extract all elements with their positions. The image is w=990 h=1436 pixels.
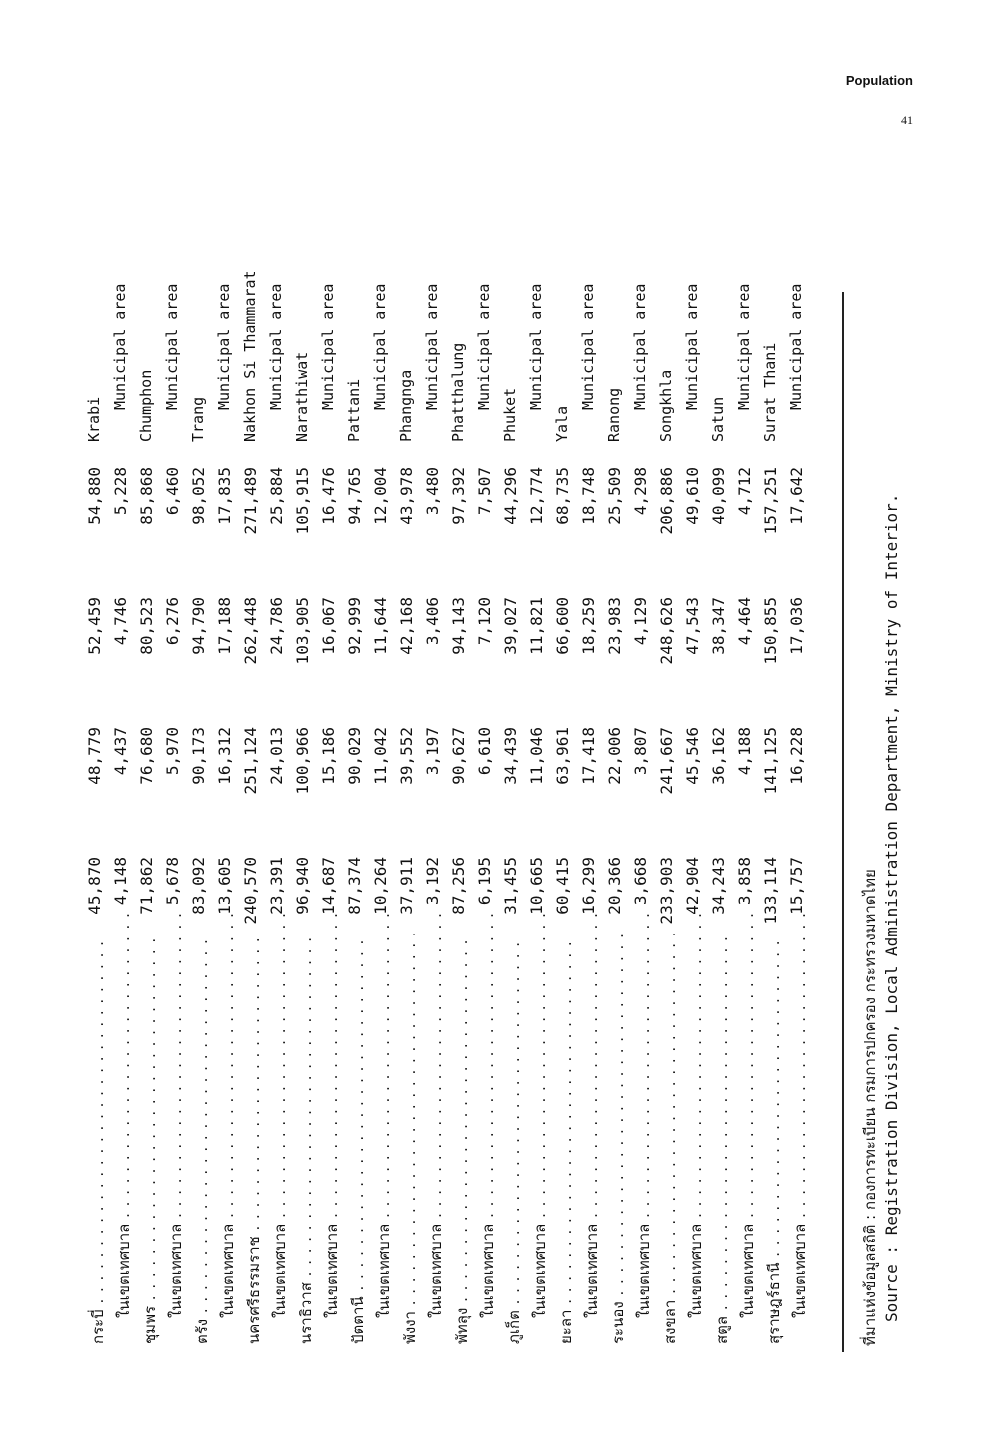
cell-value-col1: 3,668 bbox=[631, 857, 650, 906]
row-label-thai: ในเขตเทศบาล . . . bbox=[216, 908, 240, 1318]
cell-value-col4: 94,765 bbox=[345, 467, 364, 525]
table-row-municipal bbox=[316, 262, 342, 1352]
row-label-thai: ในเขตเทศบาล . . . bbox=[528, 908, 552, 1318]
table-row-province bbox=[82, 262, 108, 1352]
cell-value-col1: 23,391 bbox=[267, 857, 286, 915]
row-label-thai: สุราษฎร์ธานี . . . bbox=[762, 934, 786, 1344]
row-label-english: Songkhla bbox=[657, 369, 675, 442]
cell-value-col1: 233,903 bbox=[657, 857, 676, 925]
cell-value-col4: 40,099 bbox=[709, 467, 728, 525]
cell-value-col4: 4,298 bbox=[631, 467, 650, 516]
row-label-english: Municipal area bbox=[163, 283, 181, 410]
cell-value-col1: 6,195 bbox=[475, 857, 494, 906]
cell-value-col3: 94,790 bbox=[189, 597, 208, 655]
cell-value-col1: 31,455 bbox=[501, 857, 520, 915]
cell-value-col1: 14,687 bbox=[319, 857, 338, 915]
cell-value-col2: 16,312 bbox=[215, 727, 234, 785]
row-label-thai: กระบี่ . . . bbox=[86, 934, 110, 1344]
row-label-english: Yala bbox=[553, 405, 571, 442]
cell-value-col4: 16,476 bbox=[319, 467, 338, 525]
cell-value-col2: 17,418 bbox=[579, 727, 598, 785]
cell-value-col1: 240,570 bbox=[241, 857, 260, 925]
cell-value-col1: 16,299 bbox=[579, 857, 598, 915]
cell-value-col3: 17,188 bbox=[215, 597, 234, 655]
row-label-english: Municipal area bbox=[371, 283, 389, 410]
source-note-thai: ที่มาแห่งข้อมูลสถิติ : กองการทะเบียน กรมการปกครอง กระทรวงมหาดไทย bbox=[861, 869, 879, 1346]
table-row-municipal bbox=[160, 262, 186, 1352]
cell-value-col4: 12,774 bbox=[527, 467, 546, 525]
cell-value-col1: 15,757 bbox=[787, 857, 806, 915]
row-label-english: Chumphon bbox=[137, 369, 155, 442]
row-label-english: Krabi bbox=[85, 396, 103, 442]
row-label-thai: พัทลุง . . . bbox=[450, 934, 474, 1344]
row-label-thai: สงขลา . . . bbox=[658, 934, 682, 1344]
row-label-english: Municipal area bbox=[579, 283, 597, 410]
cell-value-col4: 18,748 bbox=[579, 467, 598, 525]
cell-value-col3: 6,276 bbox=[163, 597, 182, 646]
cell-value-col1: 96,940 bbox=[293, 857, 312, 915]
table-row-municipal bbox=[680, 262, 706, 1352]
cell-value-col4: 4,712 bbox=[735, 467, 754, 516]
cell-value-col2: 39,552 bbox=[397, 727, 416, 785]
cell-value-col3: 23,983 bbox=[605, 597, 624, 655]
cell-value-col1: 13,605 bbox=[215, 857, 234, 915]
cell-value-col4: 17,642 bbox=[787, 467, 806, 525]
cell-value-col4: 68,735 bbox=[553, 467, 572, 525]
cell-value-col2: 16,228 bbox=[787, 727, 806, 785]
row-label-thai: ในเขตเทศบาล . . . bbox=[476, 908, 500, 1318]
cell-value-col2: 22,006 bbox=[605, 727, 624, 785]
cell-value-col2: 141,125 bbox=[761, 727, 780, 795]
source-divider bbox=[842, 292, 844, 1352]
cell-value-col1: 71,862 bbox=[137, 857, 156, 915]
cell-value-col4: 7,507 bbox=[475, 467, 494, 516]
cell-value-col4: 5,228 bbox=[111, 467, 130, 516]
cell-value-col2: 90,173 bbox=[189, 727, 208, 785]
cell-value-col2: 100,966 bbox=[293, 727, 312, 795]
row-label-english: Phatthalung bbox=[449, 342, 467, 442]
table-row-province bbox=[394, 262, 420, 1352]
row-label-thai: ภูเก็ต . . . bbox=[502, 934, 526, 1344]
row-label-english: Phangnga bbox=[397, 369, 415, 442]
table-row-municipal bbox=[732, 262, 758, 1352]
cell-value-col3: 150,855 bbox=[761, 597, 780, 665]
cell-value-col4: 25,509 bbox=[605, 467, 624, 525]
row-label-english: Municipal area bbox=[631, 283, 649, 410]
row-label-english: Satun bbox=[709, 396, 727, 442]
rotated-table-block bbox=[82, 262, 912, 1352]
cell-value-col2: 90,627 bbox=[449, 727, 468, 785]
cell-value-col1: 5,678 bbox=[163, 857, 182, 906]
table-row-municipal bbox=[628, 262, 654, 1352]
cell-value-col3: 39,027 bbox=[501, 597, 520, 655]
cell-value-col3: 11,644 bbox=[371, 597, 390, 655]
table-row-municipal bbox=[576, 262, 602, 1352]
cell-value-col1: 3,858 bbox=[735, 857, 754, 906]
cell-value-col3: 16,067 bbox=[319, 597, 338, 655]
cell-value-col4: 54,880 bbox=[85, 467, 104, 525]
cell-value-col3: 4,464 bbox=[735, 597, 754, 646]
cell-value-col2: 15,186 bbox=[319, 727, 338, 785]
table-row-municipal bbox=[784, 262, 810, 1352]
cell-value-col4: 105,915 bbox=[293, 467, 312, 535]
cell-value-col1: 37,911 bbox=[397, 857, 416, 915]
row-label-thai: ในเขตเทศบาล . . . bbox=[372, 908, 396, 1318]
cell-value-col2: 76,680 bbox=[137, 727, 156, 785]
row-label-thai: ชุมพร . . . bbox=[138, 934, 162, 1344]
row-label-thai: ในเขตเทศบาล . . . bbox=[788, 908, 812, 1318]
cell-value-col3: 3,406 bbox=[423, 597, 442, 646]
cell-value-col1: 87,256 bbox=[449, 857, 468, 915]
cell-value-col4: 6,460 bbox=[163, 467, 182, 516]
cell-value-col3: 66,600 bbox=[553, 597, 572, 655]
cell-value-col3: 92,999 bbox=[345, 597, 364, 655]
cell-value-col4: 25,884 bbox=[267, 467, 286, 525]
cell-value-col4: 17,835 bbox=[215, 467, 234, 525]
table-row-province bbox=[342, 262, 368, 1352]
row-label-english: Municipal area bbox=[527, 283, 545, 410]
row-label-thai: พังงา . . . bbox=[398, 934, 422, 1344]
cell-value-col2: 90,029 bbox=[345, 727, 364, 785]
cell-value-col2: 6,610 bbox=[475, 727, 494, 776]
cell-value-col1: 45,870 bbox=[85, 857, 104, 915]
row-label-english: Pattani bbox=[345, 378, 363, 442]
cell-value-col3: 94,143 bbox=[449, 597, 468, 655]
row-label-thai: ในเขตเทศบาล . . . bbox=[736, 908, 760, 1318]
table-row-municipal bbox=[368, 262, 394, 1352]
cell-value-col3: 248,626 bbox=[657, 597, 676, 665]
source-note-english: Source : Registration Division, Local Administration Department, Ministry of Interior. bbox=[882, 493, 901, 1322]
table-row-province bbox=[134, 262, 160, 1352]
cell-value-col4: 157,251 bbox=[761, 467, 780, 535]
row-label-thai: ในเขตเทศบาล . . . bbox=[424, 908, 448, 1318]
table-row-municipal bbox=[524, 262, 550, 1352]
cell-value-col2: 11,046 bbox=[527, 727, 546, 785]
row-label-english: Nakhon Si Thammarat bbox=[241, 270, 259, 442]
cell-value-col2: 24,013 bbox=[267, 727, 286, 785]
cell-value-col2: 11,042 bbox=[371, 727, 390, 785]
row-label-thai: สตูล . . . bbox=[710, 934, 734, 1344]
table-row-province bbox=[602, 262, 628, 1352]
cell-value-col2: 48,779 bbox=[85, 727, 104, 785]
row-label-thai: ในเขตเทศบาล . . . bbox=[164, 908, 188, 1318]
cell-value-col1: 133,114 bbox=[761, 857, 780, 925]
cell-value-col4: 49,610 bbox=[683, 467, 702, 525]
row-label-english: Municipal area bbox=[683, 283, 701, 410]
row-label-thai: ระนอง . . . bbox=[606, 934, 630, 1344]
cell-value-col1: 34,243 bbox=[709, 857, 728, 915]
row-label-english: Narathiwat bbox=[293, 351, 311, 442]
cell-value-col1: 83,092 bbox=[189, 857, 208, 915]
table-row-municipal bbox=[420, 262, 446, 1352]
cell-value-col1: 3,192 bbox=[423, 857, 442, 906]
row-label-english: Municipal area bbox=[319, 283, 337, 410]
cell-value-col3: 11,821 bbox=[527, 597, 546, 655]
cell-value-col3: 47,543 bbox=[683, 597, 702, 655]
cell-value-col3: 4,129 bbox=[631, 597, 650, 646]
cell-value-col4: 85,868 bbox=[137, 467, 156, 525]
page-number: 41 bbox=[901, 113, 913, 127]
row-label-english: Municipal area bbox=[475, 283, 493, 410]
cell-value-col4: 97,392 bbox=[449, 467, 468, 525]
cell-value-col1: 20,366 bbox=[605, 857, 624, 915]
row-label-english: Trang bbox=[189, 396, 207, 442]
cell-value-col4: 98,052 bbox=[189, 467, 208, 525]
table-row-municipal bbox=[472, 262, 498, 1352]
cell-value-col3: 4,746 bbox=[111, 597, 130, 646]
cell-value-col3: 24,786 bbox=[267, 597, 286, 655]
cell-value-col3: 7,120 bbox=[475, 597, 494, 646]
cell-value-col2: 45,546 bbox=[683, 727, 702, 785]
cell-value-col4: 12,004 bbox=[371, 467, 390, 525]
cell-value-col2: 5,970 bbox=[163, 727, 182, 776]
table-row-province bbox=[550, 262, 576, 1352]
cell-value-col2: 63,961 bbox=[553, 727, 572, 785]
row-label-english: Municipal area bbox=[423, 283, 441, 410]
row-label-thai: นราธิวาส . . . bbox=[294, 934, 318, 1344]
cell-value-col2: 4,188 bbox=[735, 727, 754, 776]
row-label-thai: ในเขตเทศบาล . . . bbox=[632, 908, 656, 1318]
table-row-municipal bbox=[212, 262, 238, 1352]
table-row-municipal bbox=[108, 262, 134, 1352]
cell-value-col2: 241,667 bbox=[657, 727, 676, 795]
table-row-province bbox=[238, 262, 264, 1352]
running-header: Population bbox=[845, 73, 913, 88]
row-label-thai: ในเขตเทศบาล . . . bbox=[112, 908, 136, 1318]
cell-value-col2: 3,807 bbox=[631, 727, 650, 776]
row-label-thai: ในเขตเทศบาล . . . bbox=[580, 908, 604, 1318]
cell-value-col1: 60,415 bbox=[553, 857, 572, 915]
cell-value-col1: 10,264 bbox=[371, 857, 390, 915]
cell-value-col3: 103,905 bbox=[293, 597, 312, 665]
table-row-province bbox=[446, 262, 472, 1352]
row-label-thai: ตรัง . . . bbox=[190, 934, 214, 1344]
table-row-municipal bbox=[264, 262, 290, 1352]
cell-value-col3: 18,259 bbox=[579, 597, 598, 655]
cell-value-col3: 17,036 bbox=[787, 597, 806, 655]
cell-value-col1: 10,665 bbox=[527, 857, 546, 915]
cell-value-col3: 38,347 bbox=[709, 597, 728, 655]
row-label-thai: ปัตตานี . . . bbox=[346, 934, 370, 1344]
table-row-province bbox=[758, 262, 784, 1352]
cell-value-col4: 206,886 bbox=[657, 467, 676, 535]
row-label-english: Municipal area bbox=[787, 283, 805, 410]
cell-value-col2: 36,162 bbox=[709, 727, 728, 785]
table-row-province bbox=[654, 262, 680, 1352]
table-row-province bbox=[498, 262, 524, 1352]
cell-value-col4: 44,296 bbox=[501, 467, 520, 525]
row-label-english: Municipal area bbox=[215, 283, 233, 410]
row-label-english: Municipal area bbox=[735, 283, 753, 410]
cell-value-col3: 52,459 bbox=[85, 597, 104, 655]
cell-value-col1: 4,148 bbox=[111, 857, 130, 906]
row-label-english: Ranong bbox=[605, 387, 623, 442]
cell-value-col1: 87,374 bbox=[345, 857, 364, 915]
cell-value-col2: 34,439 bbox=[501, 727, 520, 785]
cell-value-col3: 262,448 bbox=[241, 597, 260, 665]
row-label-english: Phuket bbox=[501, 387, 519, 442]
table-row-province bbox=[290, 262, 316, 1352]
cell-value-col4: 3,480 bbox=[423, 467, 442, 516]
cell-value-col4: 43,978 bbox=[397, 467, 416, 525]
cell-value-col2: 4,437 bbox=[111, 727, 130, 776]
cell-value-col4: 271,489 bbox=[241, 467, 260, 535]
cell-value-col2: 3,197 bbox=[423, 727, 442, 776]
row-label-english: Municipal area bbox=[267, 283, 285, 410]
cell-value-col2: 251,124 bbox=[241, 727, 260, 795]
row-label-thai: ในเขตเทศบาล . . . bbox=[268, 908, 292, 1318]
table-row-province bbox=[186, 262, 212, 1352]
cell-value-col3: 42,168 bbox=[397, 597, 416, 655]
population-table bbox=[82, 262, 810, 1352]
row-label-thai: นครศรีธรรมราช . . . bbox=[242, 934, 266, 1344]
row-label-thai: ในเขตเทศบาล . . . bbox=[684, 908, 708, 1318]
cell-value-col1: 42,904 bbox=[683, 857, 702, 915]
cell-value-col3: 80,523 bbox=[137, 597, 156, 655]
row-label-thai: ในเขตเทศบาล . . . bbox=[320, 908, 344, 1318]
row-label-english: Municipal area bbox=[111, 283, 129, 410]
row-label-english: Surat Thani bbox=[761, 342, 779, 442]
table-row-province bbox=[706, 262, 732, 1352]
row-label-thai: ยะลา . . . bbox=[554, 934, 578, 1344]
